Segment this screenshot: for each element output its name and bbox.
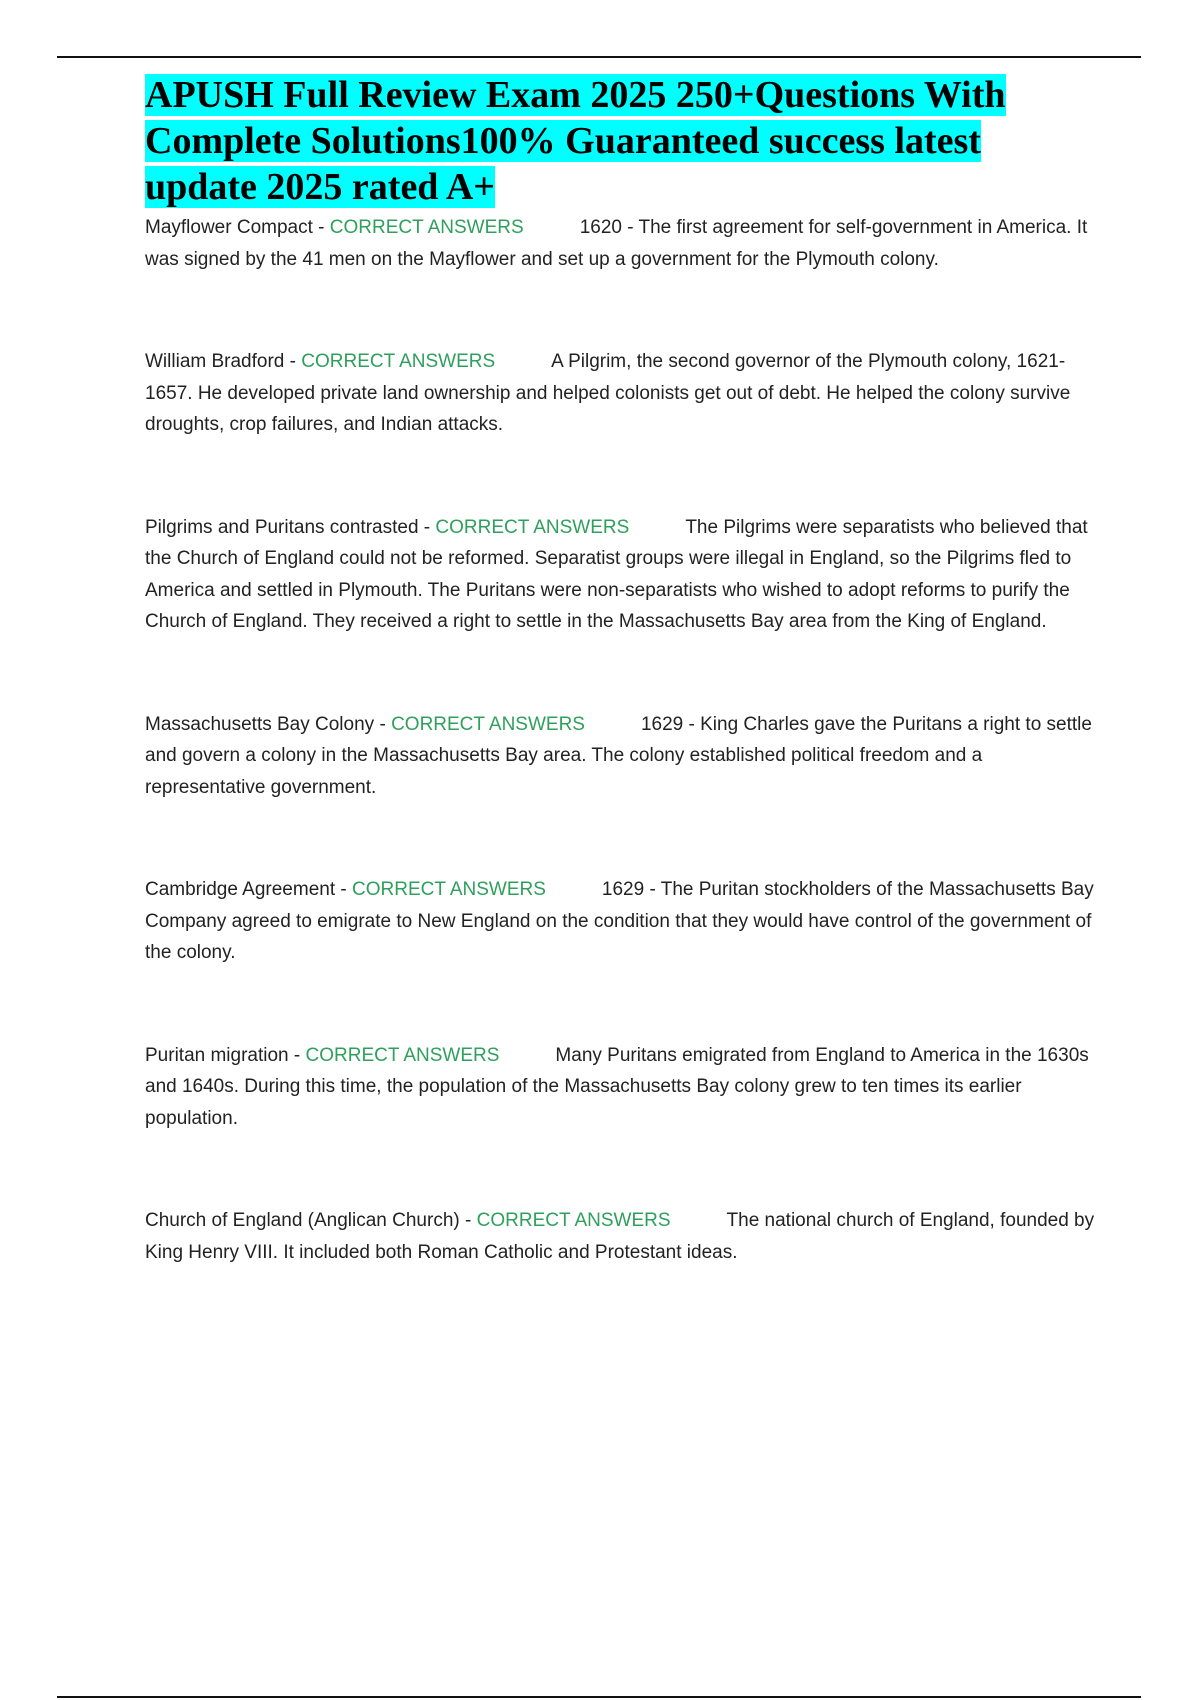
qa-entry <box>145 1040 1095 1135</box>
entry-term: William Bradford <box>145 351 285 372</box>
correct-answers-label: CORRECT ANSWERS <box>305 1044 500 1066</box>
entry-separator: - <box>418 516 436 538</box>
entry-definition: 1629 - The Puritan stockholders of the Massachusetts Bay Company agreed to emigrate to New England on the condition that they would have control of the government of the colony. <box>145 879 1094 963</box>
entry-separator: - <box>374 713 392 735</box>
entry-separator: - <box>459 1210 477 1231</box>
qa-entry <box>145 1205 1095 1268</box>
document-page <box>145 72 1095 1268</box>
entry-definition: The Pilgrims were separatists who believed that the Church of England could not be reformed. Separatist groups were illegal in England, so the Pilgrims fled to America and settled in Plymouth. The Puritans were non-separatists who wished to adopt reforms to purify the Church of England. They received a right to settle in the Massachusetts Bay area from the King of England. <box>145 516 1088 632</box>
qa-entry <box>145 212 1095 275</box>
entry-separator: - <box>312 217 330 238</box>
correct-answers-label: CORRECT ANSWERS <box>301 351 496 372</box>
correct-answers-label: CORRECT ANSWERS <box>435 516 630 538</box>
correct-answers-label: CORRECT ANSWERS <box>391 713 585 735</box>
title-highlight: APUSH Full Review Exam 2025 250+Questions With Complete Solutions100% Guaranteed success latest update 2025 rated A+ <box>145 74 1006 208</box>
correct-answers-label: CORRECT ANSWERS <box>329 217 524 238</box>
entry-term: Mayflower Compact <box>145 217 313 238</box>
qa-list <box>145 212 1095 1268</box>
entry-term: Pilgrims and Puritans contrasted <box>145 516 419 538</box>
top-divider <box>57 56 1141 58</box>
entry-definition: The national church of England, founded by King Henry VIII. It included both Roman Catholic and Protestant ideas. <box>145 1210 1095 1263</box>
entry-term: Cambridge Agreement <box>145 879 336 900</box>
entry-separator: - <box>335 879 352 900</box>
entry-term: Puritan migration <box>145 1044 289 1066</box>
entry-definition: 1629 - King Charles gave the Puritans a right to settle and govern a colony in the Massachusetts Bay area. The colony established political freedom and a representative government. <box>145 713 1092 798</box>
entry-definition: Many Puritans emigrated from England to America in the 1630s and 1640s. During this time, the population of the Massachusetts Bay colony grew to ten times its earlier population. <box>145 1044 1089 1129</box>
entry-definition: 1620 - The first agreement for self-government in America. It was signed by the 41 men on the Mayflower and set up a government for the Plymouth colony. <box>145 217 1088 270</box>
entry-separator: - <box>284 351 302 372</box>
correct-answers-label: CORRECT ANSWERS <box>352 879 546 900</box>
qa-entry <box>145 512 1095 638</box>
entry-definition: A Pilgrim, the second governor of the Plymouth colony, 1621-1657. He developed private land ownership and helped colonists get out of debt. He helped the colony survive droughts, crop failures, and Indian attacks. <box>145 351 1071 435</box>
document-title <box>145 72 1095 210</box>
correct-answers-label: CORRECT ANSWERS <box>476 1210 671 1231</box>
qa-entry <box>145 874 1095 969</box>
entry-term: Massachusetts Bay Colony <box>145 713 375 735</box>
entry-separator: - <box>288 1044 306 1066</box>
bottom-divider <box>57 1696 1141 1698</box>
qa-entry <box>145 709 1095 804</box>
entry-term: Church of England (Anglican Church) <box>145 1210 460 1231</box>
qa-entry <box>145 346 1095 441</box>
